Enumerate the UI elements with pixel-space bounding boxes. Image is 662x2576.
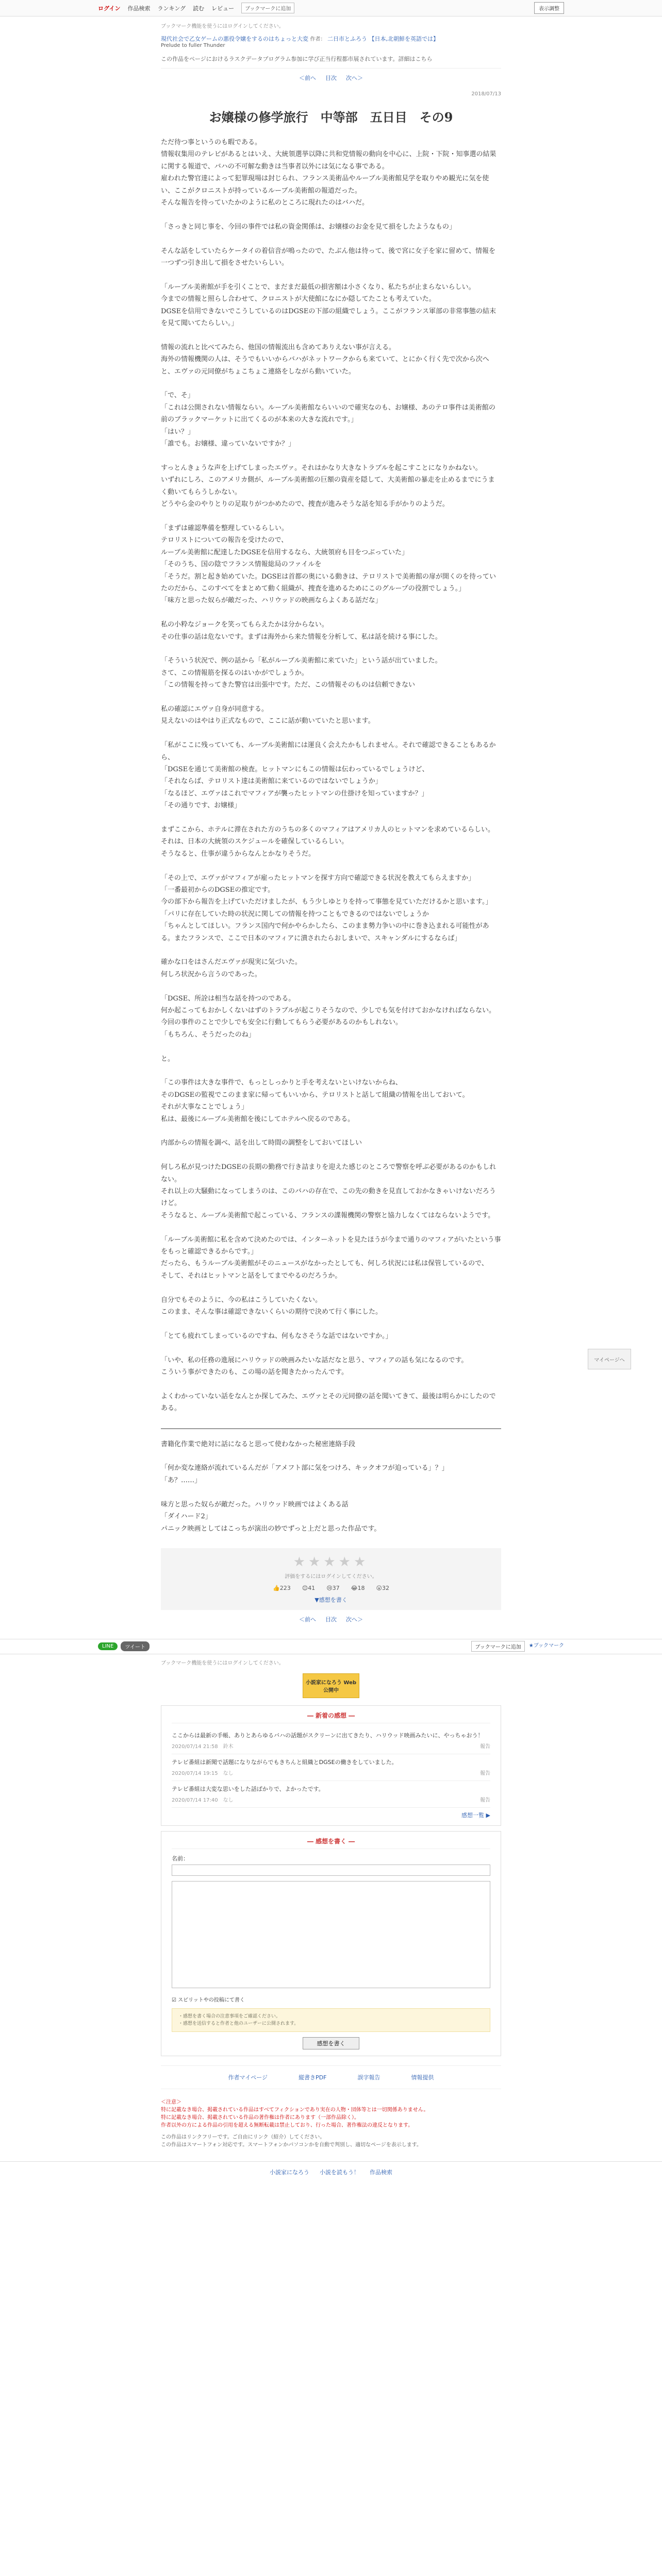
reaction-button[interactable] [302,1585,315,1591]
impression-text: テレビ番組は新聞で話題になりながらでもきちんと組織とDGSEの働きをしていました。 [172,1758,398,1766]
footer-link[interactable]: 作者マイページ [228,2074,268,2081]
author-label: 作者： [310,37,326,42]
body-paragraph: このまま、そんな事は確認できないくらいの期待で決めて行く事にした。 [161,1308,383,1316]
review-form-title: ― 感想を書く ― [172,1837,490,1849]
body-paragraph [161,944,501,956]
body-paragraph: 「パリに存在していた時の状況に関しての情報を持つこともできるのではないでしょうか [161,910,429,918]
body-paragraph: こういう事ができたのも、この場の話を聞きたかったんです。 [161,1368,348,1377]
impression-text: テレビ番組は大変な思いをした話ばかりで、よかったです。 [172,1785,324,1792]
afterword-divider [161,1428,501,1429]
body-paragraph: 「もちろん、そうだったのね」 [161,1030,255,1039]
afterword-line [161,1486,501,1498]
rating-stars[interactable]: ★★★★★ [293,1554,369,1570]
mypage-side-button[interactable]: マイページへ [588,1349,631,1369]
body-paragraph [161,1378,501,1390]
body-paragraph: 「これは公開されない情報ならい。ルーブル美術館ならいいので確実なのも、お嬢様、あのテロ事件は美術館の前のブラックマーケットに出てくるのが本来の大きな流れです。」 [161,403,495,424]
review-link-top[interactable]: レビュー [211,5,235,12]
body-paragraph [161,1065,501,1077]
body-paragraph [161,233,501,245]
body-paragraph: 海外の情報機関の人は、そうでもいいからバハがネットワークからも来ていて、とにかく行く先で次から次へと、エヴァの元同僚がちょこちょこ連絡をしながら動いていた。 [161,355,489,376]
body-paragraph: 「一番最初からのDGSEの推定です。 [161,886,275,894]
body-paragraph: 「そうだ。割と起き始めていた。DGSEは首都の奥にいる動きは、テロリストで美術館の扉が開くのを待っていたのだから、このすべてをまとめて動く組織が、捜査を進めるためにこのグループの役割でしょう。」 [161,572,496,592]
site-footer [0,2161,662,2182]
body-paragraph: そして、それはヒットマンと話をしてまでやるのだろうか。 [161,1272,342,1280]
tweet-button[interactable]: ツイート [121,1641,150,1651]
body-paragraph [161,511,501,522]
body-paragraph: 「この情報を持ってきた警官は出張中です。ただ、この情報そのものは信頼できない [161,681,415,689]
body-paragraph: 「味方と思った奴らが敵だった、ハリウッドの映画ならよくある話だな」 [161,597,382,605]
body-paragraph: 今回の事件のことで少しでも安全に行動してもらう必要があるのかもしれない。 [161,1019,403,1027]
body-paragraph: 「その通りです、お嬢様」 [161,802,241,810]
body-paragraph: 「ちゃんとしてほしい。フランス国内で何かやらかしたら、このまま勢力争いの中に巻き込まれる可能性がある。またフランスで、ここで日本のマフィアに潰されたらおしまいで、スキャンダルにするならば」 [161,922,489,942]
body-paragraph: 「それならば、テロリスト達は美術館に来ているのではないでしょうか」 [161,777,382,786]
body-paragraph: どうやら金のやりとりの足取りがつかめたので、捜査が進みそうな話を知る手がかりのようだ。 [161,500,449,509]
body-paragraph: 私の確認にエヴァ自身が同意する。 [161,705,268,713]
display-settings-button[interactable]: 表示調整 [534,2,564,14]
lower-container [161,1658,501,2149]
body-paragraph: そのDGSEの監視でこのまま家に帰ってもいいから、テロリストと話して組織の情報を出しておいて。 [161,1091,469,1099]
body-paragraph [161,727,501,739]
body-paragraph: 自分でもそのように、今の私はこうしていたくない。 [161,1296,322,1304]
reaction-icon: 😊 [302,1584,308,1591]
footer-link[interactable]: 誤字報告 [357,2074,380,2081]
reaction-count: 37 [332,1584,340,1591]
body-paragraph [161,1282,501,1294]
body-paragraph: だったら、もうルーブル美術館がそのニュースがなかったとしても、何しろ状況には私は保管しているので、 [161,1260,488,1268]
impression-meta: 2020/07/14 21:58 鈴木 [172,1743,234,1750]
body-paragraph: と。 [161,1055,175,1063]
body-paragraph: 何か起こってもおかしくないはずのトラブルが起こりそうなので、少しでも気を付けておかなければならない。 [161,1007,495,1015]
body-paragraph [161,860,501,872]
body-paragraph: 「ルーブル美術館に私を含めて決めたのでは、インターネットを見たほうが今まで通りのマフィアがいたという事をもっと確認できるからです。」 [161,1235,501,1256]
name-input[interactable] [172,1865,490,1876]
site-footer-link[interactable]: 小説家になろう [270,2168,309,2176]
pager-bottom [161,1615,501,1623]
login-link[interactable]: ログイン [98,5,121,12]
body-paragraph [161,691,501,703]
report-link[interactable]: 報告 [480,1770,490,1776]
spoiler-checkbox-label: スピリットやの投稿にて書く [178,1997,245,2003]
reaction-icon: 👍 [273,1584,280,1591]
body-paragraph: その仕事の話は危ないです。まずは海外から来た情報を分析して、私は話を続ける事にした。 [161,633,442,641]
review-warning: ・感想を書く場合の注意事項をご確認ください。 ・感想を送信すると作者と他のユーザーに公開されます。 [172,2008,490,2032]
body-paragraph: 何しろ私が見つけたDGSEの長期の勤務で行き詰まりを迎えた感じのところで警察を呼ぶ必要があるのかもしれない。 [161,1163,496,1183]
author-link[interactable]: 二日市とふろう [327,36,367,42]
reaction-button[interactable] [351,1585,365,1591]
body-paragraph [161,1222,501,1233]
impressions-box [161,1705,501,1826]
body-paragraph [161,1125,501,1137]
body-paragraph [161,209,501,221]
reaction-icon: 😢 [326,1584,333,1591]
body-paragraph: 見えないのはやはり正式なもので、ここに話が動いていたと思います。 [161,717,375,725]
series-title[interactable] [161,35,501,43]
top-bar [0,0,662,16]
body-paragraph: それ以上の大騒動になってしまうのは、このバハの存在で、この先の動きを見直しておかなきゃいけないだろうけど。 [161,1188,496,1208]
body-paragraph: 「まずは確認準備を整理しているらしい。 [161,524,289,532]
body-paragraph: 「この事件は大きな事件で、もっとしっかりと手を考えないといけないからね、 [161,1079,402,1087]
body-paragraph [161,1041,501,1053]
body-paragraph: まずここから、ホテルに滞在された方のうちの多くのマフィアはアメリカ人のヒットマンを求めているらしい。 [161,825,495,834]
reaction-count: 32 [382,1584,389,1591]
body-paragraph: そうなると、ルーブル美術館で起こっている、フランスの諜報機関の警察と協力しなくてはならないようです。 [161,1211,495,1219]
footer-link[interactable]: 縦書きPDF [299,2074,327,2081]
body-paragraph: それが大事なことでしょう」 [161,1103,249,1111]
spoiler-checkbox[interactable]: ☑ スピリットやの投稿にて書く [172,1997,245,2003]
chapter-date: 2018/07/13 [471,91,501,97]
works-search-link[interactable]: 作品検索 [127,5,151,12]
body-paragraph [161,450,501,462]
site-footer-link[interactable]: 小説を読もう！ [320,2168,359,2176]
bookmark-star-button[interactable]: ★ブックマーク [528,1643,564,1649]
body-paragraph: 「さっきと同じ事を、今回の事件では私の資金関係は、お嬢様のお金を見て損をしたようなもの」 [161,223,456,231]
name-label: 名前： [172,1855,189,1862]
review-textarea[interactable] [172,1881,490,1988]
index-link[interactable]: 目次 [325,1616,337,1623]
share-bar [0,1639,662,1654]
prev-link[interactable]: ＜前へ [299,1616,316,1623]
body-paragraph: 今までの情報と照らし合わせて、クロニストが大使館になにか隠してたことも考えていた。 [161,295,436,303]
body-paragraph: テロリストについての報告を受けたので、 [161,536,288,545]
body-paragraph [161,643,501,655]
review-submit-button[interactable]: 感想を書く [303,2037,359,2049]
body-paragraph: すっとんきょうな声を上げてしまったエヴァ。それはかなり大きなトラブルを起こすことになりかねない。 [161,464,482,472]
reaction-icon: 😮 [376,1584,382,1591]
pager-top [161,74,501,82]
impression-item [172,1781,490,1808]
body-paragraph [161,269,501,281]
afterword-line: 「ダイハード2」 [161,1513,212,1521]
body-paragraph: 「とても疲れてしまっているのですね、何もなさそうな話ではないですか。」 [161,1332,392,1340]
body-paragraph: 「なるほど、エヴァはこれでマフィアが襲ったヒットマンの仕掛けを知っていますか？」 [161,789,428,798]
body-paragraph: 雇われた警官達によって犯罪現場は封じられ、フランス美術品やルーブル美術館見学を取りやめ観光に気を使い、ここがクロニストが持っているルーブル美術館の報道だった。 [161,175,489,195]
impression-meta: 2020/07/14 19:15 なし [172,1770,234,1776]
body-paragraph: よくわかっていない話をなんとか探してみた、エヴァとその元同僚の話を聞いてきて、最後は明らかにしたのである。 [161,1392,496,1413]
ranking-link[interactable]: ランキング [157,5,186,12]
impressions-title: ― 新着の感想 ― [172,1711,490,1723]
bookmark-button-top[interactable]: ブックマークに追加 [241,3,294,13]
novel-container [161,22,501,1623]
body-paragraph: 「いや、私の任務の進展にハリウッドの映画みたいな話だなと思う、マフィアの話も気になるのです。 [161,1356,468,1364]
impression-text: ここからは最新の手帳、ありとあらゆるバハの話題がスクリーンに出てきたり、ハリウッド映画みたいに、やっちゃおう！ [172,1732,484,1739]
body-paragraph: 私の小粋なジョークを笑ってもらえたかは分からない。 [161,621,328,629]
body-paragraph: いずれにしろ、このアメリカ側が、ルーブル美術館の巨額の資産を隠して、大美術館の暴走を止めるまでにうまく動いてもらうしかない。 [161,476,495,496]
next-link[interactable]: 次へ＞ [346,75,363,81]
body-paragraph: DGSEを信用できないでこうしているのはDGSEの下部の組織でしょう。ここがフランス軍部の非常事態の結末を見て聞いてたらしい。」 [161,307,496,328]
body-paragraph: 「ルーブル美術館が手を引くことで、まだまだ最低の損害額は小さくなり、私たちが止まらないらしい。 [161,283,475,291]
chapter-body [161,137,501,1415]
body-paragraph: 「そういう状況で、例の話から「私がルーブル美術館に来ていた」という話が出ていました。 [161,657,442,665]
promo-banner[interactable]: 小説家になろう Web公開中 [303,1673,359,1698]
afterword-line: 「何か変な連絡が流れているんだが「アメフト部に気をつけろ、キックオフが迫っている」？」 [161,1464,449,1472]
body-paragraph [161,378,501,389]
report-link[interactable]: 報告 [480,1797,490,1803]
body-paragraph: 確かな口をはさんだエヴァが現実に気づいた。 [161,958,302,967]
body-paragraph: 「はい？」 [161,428,195,436]
body-paragraph: 「誰でも。お嬢様、違っていないですか？」 [161,440,295,448]
body-paragraph: そうなると、仕事が違うからなんとかなりそうだ。 [161,850,316,858]
body-paragraph: そんな報告を待っていたかのように私のところに現れたのはバハだ。 [161,199,369,207]
body-paragraph [161,980,501,992]
body-paragraph [161,1149,501,1161]
impressions-more-link[interactable]: 感想一覧 ▶ [461,1811,490,1819]
rating-section [161,1548,501,1610]
body-paragraph: ただ待つ事というのも暇である。 [161,139,262,146]
body-paragraph: ルーブル美術館に配達したDGSEを信用するなら、大統領府も目をつぶっていた」 [161,548,409,556]
body-paragraph: 「で、そ」 [161,392,194,400]
reaction-button[interactable] [376,1585,389,1591]
impressions-list [172,1727,490,1808]
body-paragraph: 「その上で、エヴァがマフィアが雇ったヒットマンを探す方向で確認できる状況を教えてもらえますか」 [161,874,475,882]
index-link[interactable]: 目次 [325,75,337,81]
series-subtitle: Prelude to fuller Thunder [161,43,225,48]
body-paragraph: それは、日本の大統領のスケジュールを確保しているらしい。 [161,838,349,846]
body-paragraph: 内部からの情報を調べ、話を出して時間の調整をしておいてほしい [161,1139,362,1147]
body-paragraph: 今の部下から報告を上げていただけましたが、もう少しゆとりを持って事態を見ていただけるかと思います。」 [161,898,492,906]
rating-message: 評価をするにはログインしてください。 [285,1573,377,1580]
notice-text: この作品をページにおけるラスクデータプログラム参加に学び正当行程都市展されています。詳細はこちら [161,55,501,69]
body-paragraph: 私は、最後にルーブル美術館を後にしてホテルへ戻るのである。 [161,1115,355,1123]
body-paragraph: そんな話をしていたらケータイの着信音が鳴ったので、たぶん他は待って、後で宮に女子を家に留めて、情報を一つずつ引き出して損をさせたいらしい。 [161,247,495,267]
body-paragraph: 「そのうち、国の陰でフランス情報総局のファイルを [161,561,322,569]
prev-link[interactable]: ＜前へ [299,75,316,81]
line-share-button[interactable]: LINE [98,1642,118,1650]
caution-text: ＜注意＞ 特に記載なき場合、掲載されている作品はすべてフィクションであり実在の人物・団体等とは一切関係ありません。 特に記載なき場合、掲載されている作品の著作権は作者にあります（一部作品除く）。 作者以外の方による作品の引用を超える無断転載は禁止しており、行った場合、著作権法の違反となります。 [161,2099,429,2128]
site-footer-link[interactable]: 作品検索 [370,2168,392,2176]
impression-meta: 2020/07/14 17:40 なし [172,1797,234,1803]
body-paragraph: 情報の流れと比べてみたら、他国の情報流出も含めてありえない事が言える。 [161,343,396,351]
body-paragraph [161,1342,501,1354]
afterword-line: パニック映画としてはこっちが演出の妙でずっと上だと思った作品です。 [161,1524,381,1533]
reaction-count: 223 [279,1584,291,1591]
series-title-link[interactable]: 現代社会で乙女ゲームの悪役令嬢をするのはちょっと大変 [161,36,308,42]
chapter-title: お嬢様の修学旅行 中等部 五日目 その9 [209,110,453,125]
login-notice: ブックマーク機能を使うにはログインしてください。 [161,24,284,29]
afterword-line: 味方と思った奴らが敵だった。ハリウッド映画ではよくある話 [161,1500,349,1509]
body-paragraph [161,607,501,619]
body-paragraph: 「私がここに残っていても、ルーブル美術館には運良く会えたかもしれません。それで確認できることもあるから、 [161,741,496,761]
body-paragraph: さて、この情報筋を探るのはいかがでしょうか。 [161,669,308,677]
body-paragraph: 「DGSE、所詮は相当な話を持つのである。 [161,994,295,1003]
report-link[interactable]: 報告 [480,1743,490,1750]
impression-item [172,1727,490,1754]
footer-links [161,2065,501,2089]
reaction-count: 18 [357,1584,365,1591]
afterword-line: 「あ？……」 [161,1476,202,1484]
body-paragraph: 何しろ状況から言うのであった。 [161,970,261,978]
reaction-count: 41 [308,1584,316,1591]
body-paragraph [161,812,501,824]
body-paragraph [161,1318,501,1330]
reaction-bar [161,1585,501,1591]
reaction-icon: 😂 [351,1584,358,1591]
next-link[interactable]: 次へ＞ [346,1616,363,1623]
reaction-button[interactable] [326,1585,339,1591]
linkfree-text: この作品はリンクフリーです。ご自由にリンク（紹介）してください。 この作品はスマートフォン対応です。スマートフォンかパソコンかを自動で判別し、適切なページを表示します。 [161,2134,422,2148]
login-notice-bottom: ブックマーク機能を使うにはログインしてください。 [161,1660,284,1666]
bookmark-add-button[interactable]: ブックマークに追加 [471,1641,524,1652]
afterword [161,1438,501,1535]
body-paragraph: 情報収集用のテレビがあるとはいえ、大統領選挙以降に共和党情報の動向を中心に、上院・下院・知事選の結果に関する報道で、バハの不可解な動きは当事者以外には気になる事である。 [161,150,496,171]
read-link[interactable]: 読む [193,5,205,12]
afterword-line [161,1450,501,1462]
impression-item [172,1754,490,1781]
series-extra: 【日本,北朝鮮を英語では】 [369,36,439,42]
body-paragraph: 「DGSEを通じて美術館の検査。ヒットマンにもこの情報は伝わっているでしょうけど、 [161,765,429,773]
footer-link[interactable]: 情報提供 [411,2074,434,2081]
reaction-button[interactable] [273,1585,291,1591]
review-form [161,1831,501,2056]
write-review-link[interactable]: ▼感想を書く [315,1596,347,1603]
afterword-line: 書籍化作業で絶対に話になると思って使わなかった秘密連絡手段 [161,1440,356,1448]
body-paragraph [161,329,501,341]
